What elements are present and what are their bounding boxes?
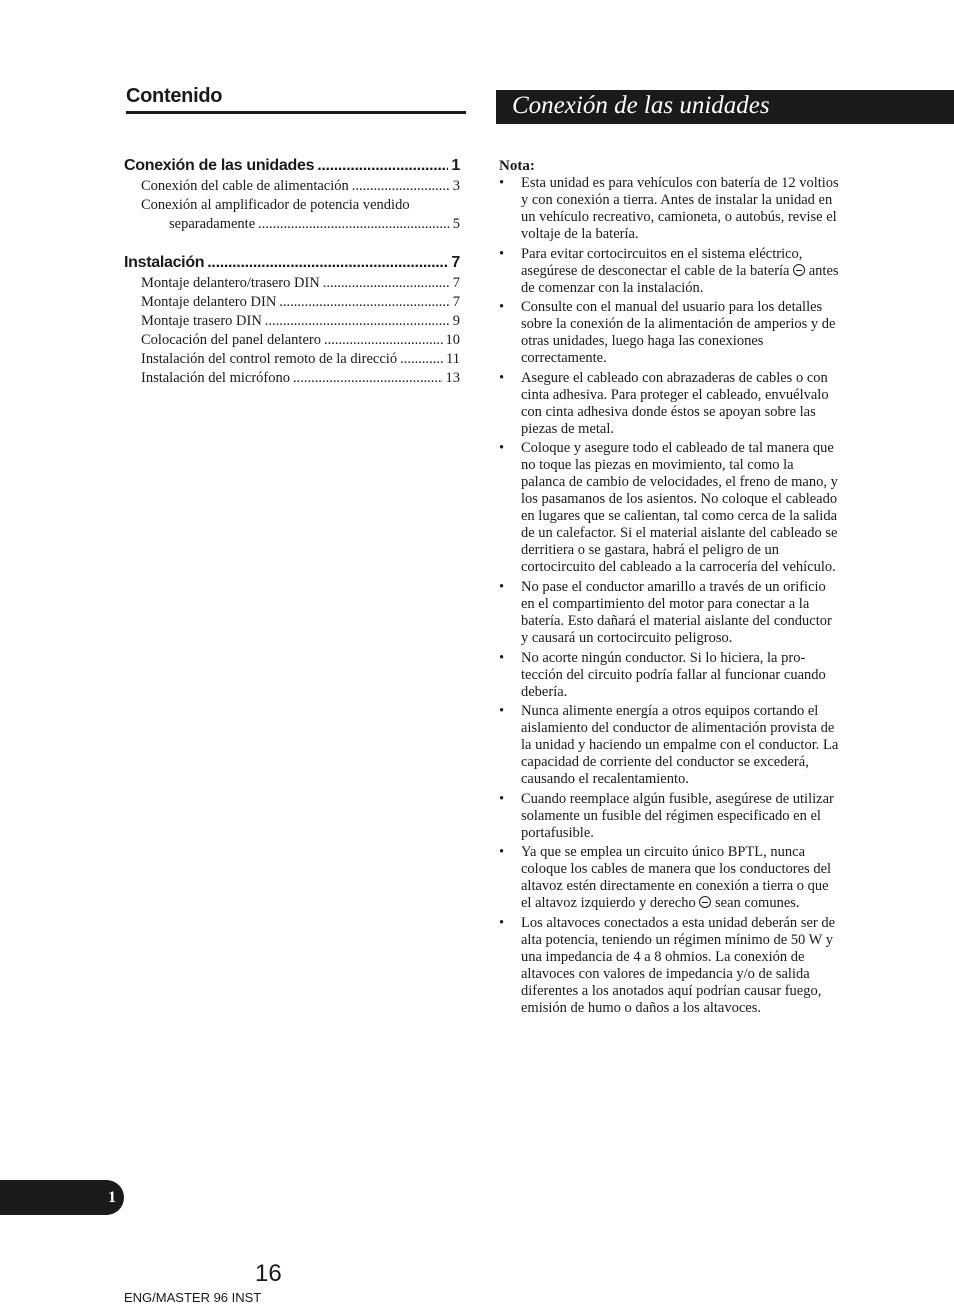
note-item: • Para evitar cortocircuitos en el sistema eléctrico, asegúrese de desconectar el cable de la batería antes de comenzar con la instalación. <box>499 246 841 297</box>
toc-entry-continued[interactable] <box>169 215 460 234</box>
toc-page: 7 <box>451 254 460 271</box>
toc-page: 1 <box>451 157 460 174</box>
toc-page: 5 <box>452 216 460 232</box>
toc-entry-text: Conexión al amplificador de potencia vendido <box>141 197 410 213</box>
toc-page: 10 <box>445 332 460 348</box>
toc-entry-text: Colocación del panel delantero <box>141 332 321 348</box>
note-title: Nota: <box>499 158 535 174</box>
toc-page: 13 <box>445 370 460 386</box>
toc-page: 3 <box>452 178 460 194</box>
note-item: • No acorte ningún conductor. Si lo hiciera, la protección del circuito podría fallar al funcionar cuando debería. <box>499 650 841 701</box>
note-column <box>499 157 841 1020</box>
toc-entry-text: Montaje trasero DIN <box>141 313 262 329</box>
section-tab: 1 <box>0 1180 124 1215</box>
toc-page: 7 <box>452 294 460 310</box>
table-of-contents <box>124 155 460 388</box>
toc-page: 11 <box>446 351 460 367</box>
toc-heading: Contenido <box>126 84 466 114</box>
toc-entry-text: Montaje delantero DIN <box>141 294 277 310</box>
toc-entry[interactable] <box>141 369 460 388</box>
toc-entry-text: Montaje delantero/trasero DIN <box>141 275 320 291</box>
toc-entry-text: Instalación del micrófono <box>141 370 290 386</box>
page-number: 16 <box>255 1260 282 1287</box>
toc-entry-text: Conexión del cable de alimentación <box>141 178 349 194</box>
toc-entry[interactable] <box>141 350 460 369</box>
negative-terminal-icon <box>793 264 805 276</box>
note-item: • Los altavoces conectados a esta unidad deberán ser de alta potencia, teniendo un régimen mínimo de 50 W y una impedancia de 4 a 8 ohmios. La conexión de altavoces con valores de impedancia y/o de salida diferentes a los anotados aquí podrían causar fuego, emisión de humo o daños a los altavoces. <box>499 915 841 1017</box>
toc-entry[interactable] <box>141 293 460 312</box>
toc-entry[interactable] <box>141 274 460 293</box>
note-list <box>499 175 841 1017</box>
note-item: • Esta unidad es para vehículos con batería de 12 voltios y con conexión a tierra. Antes de instalar la unidad en un vehículo recreativo, camioneta, o autobús, revise el voltaje de la batería. <box>499 175 841 243</box>
page-title: Conexión de las unidades <box>496 90 954 124</box>
toc-page: 9 <box>452 313 460 329</box>
note-item: • Consulte con el manual del usuario para los detalles sobre la conexión de la alimentación de amperios y de otras unidades, luego haga las conexiones correctamente. <box>499 299 841 367</box>
note-item: • Nunca alimente energía a otros equipos cortando el aislamiento del conductor de alimentación provista de la unidad y haciendo un empalme con el conductor. La capacidad de corriente del conductor se excederá, causando el recalentamiento. <box>499 703 841 788</box>
toc-section-1[interactable] <box>124 155 460 177</box>
toc-section-title: Instalación <box>124 254 205 271</box>
toc-entry-text: separadamente <box>169 216 256 232</box>
toc-section-title: Conexión de las unidades <box>124 157 315 174</box>
note-item: • Coloque y asegure todo el cableado de tal manera que no toque las piezas en movimiento, tal como la palanca de cambio de velocidades, el freno de mano, y los pasamanos de los asientos. No coloque el cableado en lugares que se calientan, tal como cerca de la salida de un calefactor. Si el material aislante del cableado se derritiera o se gastara, habrá el peligro de un cortocircuito del cableado a la carrocería del vehículo. <box>499 440 841 576</box>
note-item: • Asegure el cableado con abrazaderas de cables o con cinta adhesiva. Para proteger el cableado, envuélvalo con cinta adhesiva donde éstos se apoyan sobre las piezas de metal. <box>499 370 841 438</box>
note-item: • Ya que se emplea un circuito único BPTL, nunca coloque los cables de manera que los conductores del altavoz estén directamente en conexión a tierra o que el altavoz izquierdo y derecho sean comunes. <box>499 844 841 912</box>
toc-entry-text: Instalación del control remoto de la direcció <box>141 351 398 367</box>
toc-entry[interactable] <box>141 196 460 215</box>
negative-terminal-icon <box>699 896 711 908</box>
note-item: • No pase el conductor amarillo a través de un orificio en el compartimiento del motor para conectar a la batería. Esto dañará el material aislante del conductor y causará un cortocircuito peligroso. <box>499 579 841 647</box>
toc-page: 7 <box>452 275 460 291</box>
footer-code: ENG/MASTER 96 INST <box>124 1290 262 1305</box>
toc-section-2[interactable] <box>124 252 460 274</box>
note-item: • Cuando reemplace algún fusible, asegúrese de utilizar solamente un fusible del régimen especificado en el portafusible. <box>499 791 841 842</box>
toc-entry[interactable] <box>141 177 460 196</box>
toc-entry[interactable] <box>141 331 460 350</box>
toc-entry[interactable] <box>141 312 460 331</box>
